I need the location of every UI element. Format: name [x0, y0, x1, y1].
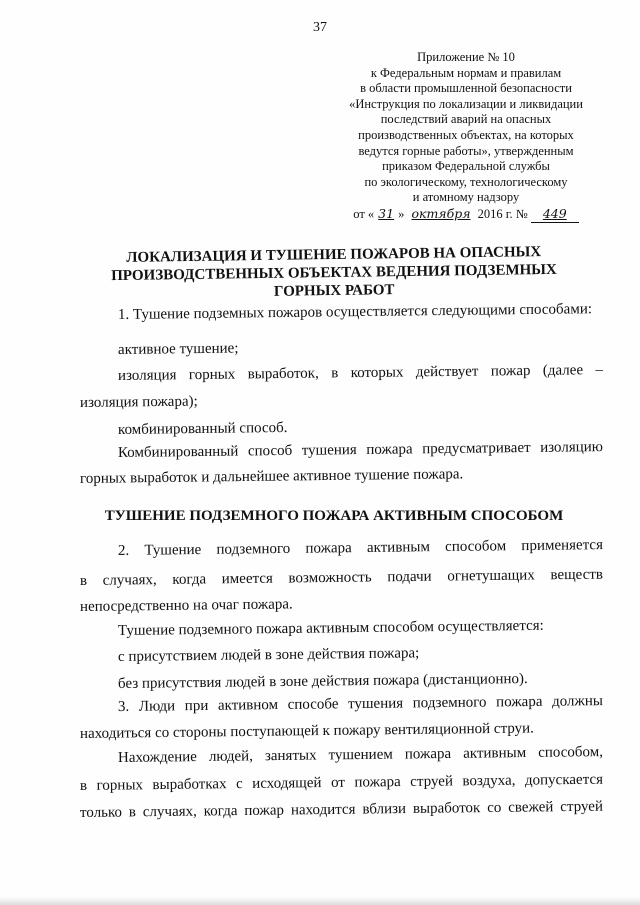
list-item-isolation-cont: изоляция пожара);	[79, 393, 198, 411]
paragraph-1: 1. Тушение подземных пожаров осуществляется следующими способами:	[117, 301, 593, 323]
appendix-line: и атомному надзору	[412, 190, 520, 205]
appendix-line: приказом Федеральной службы	[382, 159, 550, 174]
appendix-line: к Федеральным нормам и правилам	[370, 65, 562, 80]
appendix-line: Приложение № 10	[417, 50, 515, 64]
list-item-without-people: без присутствия людей в зоне действия пожара (дистанционно).	[117, 670, 528, 692]
paragraph-2-cont: в случаях, когда имеется возможность подачи огнетушащих веществ	[79, 566, 604, 589]
list-item-active: активное тушение;	[117, 340, 239, 358]
title-line: ЛОКАЛИЗАЦИЯ И ТУШЕНИЕ ПОЖАРОВ НА ОПАСНЫХ	[126, 244, 542, 266]
paragraph-4-cont: находиться со стороны поступающей к пожару вентиляционной струи.	[79, 720, 534, 742]
paragraph-2-end: непосредственно на очаг пожара.	[79, 596, 293, 615]
list-item-isolation: изоляция горных выработок, в которых действует пожар (далее –	[117, 362, 604, 384]
appendix-line: ведутся горные работы», утвержденным	[358, 143, 574, 158]
paragraph-5: Нахождение людей, занятых тушением пожара активным способом,	[117, 744, 604, 766]
document-title	[94, 243, 575, 304]
date-month-handwritten: октября	[411, 205, 471, 221]
section-subtitle: ТУШЕНИЕ ПОДЗЕМНОГО ПОЖАРА АКТИВНЫМ СПОСОБОМ	[104, 508, 564, 524]
date-mid: »	[398, 206, 405, 221]
date-prefix: от «	[353, 206, 375, 221]
appendix-line: по экологическому, технологическому	[364, 174, 568, 189]
appendix-date-line	[336, 206, 596, 223]
title-line: ГОРНЫХ РАБОТ	[273, 282, 395, 300]
paragraph-5-cont2: только в случаях, когда пожар находится вблизи выработок со свежей струей	[79, 798, 604, 821]
list-item-combined: комбинированный способ.	[117, 419, 288, 438]
page-bottom-edge	[0, 897, 640, 905]
page-number: 37	[313, 20, 327, 35]
appendix-header	[336, 50, 596, 223]
paragraph-5-cont: в горных выработках с исходящей от пожара струей воздуха, допускается	[79, 771, 604, 794]
paragraph-combined-cont: горных выработок и дальнейшее активное тушение пожара.	[79, 466, 464, 487]
appendix-line: производственных объектах, на которых	[358, 127, 574, 142]
paragraph-2: 2. Тушение подземного пожара активным способом применяется	[117, 537, 604, 559]
paragraph-3: Тушение подземного пожара активным способом осуществляется:	[117, 617, 544, 639]
list-item-with-people: с присутствием людей в зоне действия пожара;	[117, 645, 420, 665]
paragraph-4: 3. Люди при активном способе тушения подземного пожара должны	[117, 693, 604, 715]
appendix-line: в области промышленной безопасности	[360, 81, 572, 96]
title-line: ПРОИЗВОДСТВЕННЫХ ОБЪЕКТАХ ВЕДЕНИЯ ПОДЗЕМНЫХ	[111, 261, 557, 285]
date-year: 2016 г. №	[477, 206, 528, 221]
paragraph-combined: Комбинированный способ тушения пожара предусматривает изоляцию	[117, 439, 604, 461]
order-number-handwritten: 449	[531, 206, 579, 223]
date-day-handwritten: 31	[378, 205, 395, 221]
appendix-line: последствий аварий на опасных	[380, 112, 552, 127]
appendix-line: «Инструкция по локализации и ликвидации	[349, 96, 583, 111]
